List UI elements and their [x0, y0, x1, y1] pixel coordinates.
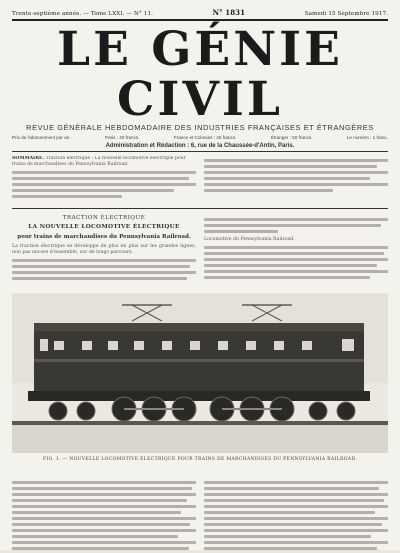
toc-rule — [12, 208, 388, 209]
administration-address: Administration et Rédaction : 6, rue de la Chaussée-d'Antin, Paris. — [105, 143, 295, 149]
price-issue: Le numéro : 1 franc. — [346, 135, 388, 140]
text-line — [204, 529, 388, 532]
price-foreign: Étranger : 50 francs. — [270, 135, 313, 140]
column-heading: Locomotive du Pennsylvania Railroad. — [204, 237, 295, 242]
article-top-columns — [12, 215, 388, 283]
text-line — [12, 481, 196, 484]
text-line — [204, 517, 388, 520]
article-column-left — [12, 215, 196, 283]
text-line — [204, 276, 370, 279]
masthead-rule — [12, 151, 388, 152]
text-line — [204, 171, 388, 174]
text-line — [204, 547, 377, 550]
section-heading: TRACTION ÉLECTRIQUE — [62, 215, 146, 221]
article-column-right — [204, 215, 388, 283]
article-subtitle: pour trains de marchandises du Pennsylvania Railroad. — [17, 233, 191, 240]
text-line — [12, 487, 192, 490]
text-line — [12, 511, 181, 514]
issue-date: Samedi 15 Septembre 1917. — [304, 11, 388, 17]
text-line — [12, 265, 190, 268]
toc-first-item: Traction électrique : La nouvelle locomotive électrique pour trains de marchandises du Pennsylvania Railroad. — [12, 156, 186, 168]
text-line — [204, 189, 333, 192]
toc-lead: SOMMAIRE. — [12, 156, 45, 161]
subscription-prices — [12, 135, 388, 140]
text-line — [12, 195, 122, 198]
locomotive-illustration — [12, 293, 388, 453]
text-line — [12, 529, 196, 532]
text-line — [204, 159, 388, 162]
text-line — [12, 541, 196, 544]
toc-right — [204, 156, 388, 206]
text-line — [204, 230, 278, 233]
text-line — [204, 487, 379, 490]
article-bottom-columns — [12, 478, 388, 553]
locomotive-figure — [12, 293, 388, 468]
text-line — [12, 523, 190, 526]
text-line — [12, 547, 189, 550]
text-line — [204, 481, 388, 484]
text-line — [204, 493, 388, 496]
text-line — [12, 535, 178, 538]
masthead-subtitle: REVUE GÉNÉRALE HEBDOMADAIRE DES INDUSTRIES FRANÇAISES ET ÉTRANGÈRES — [26, 123, 374, 132]
text-line — [12, 277, 187, 280]
table-of-contents — [12, 156, 388, 206]
text-line — [204, 218, 388, 221]
price-label: Prix de l'abonnement par an. — [12, 135, 71, 140]
text-line — [204, 541, 388, 544]
text-line — [204, 270, 388, 273]
bottom-column-left — [12, 478, 196, 553]
text-line — [12, 189, 174, 192]
text-line — [12, 493, 196, 496]
issue-number: N° 1831 — [212, 8, 246, 17]
text-line — [12, 171, 196, 174]
text-line — [204, 165, 377, 168]
text-line — [12, 499, 187, 502]
text-line — [12, 505, 196, 508]
top-rule — [12, 19, 388, 21]
text-line — [204, 258, 388, 261]
masthead-title: LE GÉNIE CIVIL — [57, 22, 343, 127]
text-line — [204, 224, 381, 227]
text-line — [204, 177, 370, 180]
price-paris: Paris : 40 francs. — [105, 135, 140, 140]
text-line — [204, 535, 371, 538]
text-line — [204, 523, 382, 526]
text-line — [204, 246, 388, 249]
price-depts: France et Colonies : 45 francs. — [173, 135, 237, 140]
toc-left — [12, 156, 196, 206]
text-line — [12, 259, 196, 262]
text-line — [12, 517, 196, 520]
text-line — [12, 177, 189, 180]
text-line — [204, 183, 388, 186]
text-line — [204, 505, 388, 508]
year-tome: Trente-septième année. — Tome LXXI. — N° 11. — [12, 11, 153, 17]
text-line — [204, 252, 384, 255]
article-intro: La traction électrique se développe de plus en plus sur les grandes lignes, non pas encore d'ensemble, sur de longs parcours. — [12, 243, 196, 256]
article-title: LA NOUVELLE LOCOMOTIVE ÉLECTRIQUE — [28, 224, 180, 231]
text-line — [204, 511, 375, 514]
figure-caption: FIG. 1. — NOUVELLE LOCOMOTIVE ÉLECTRIQUE POUR TRAINS DE MARCHANDISES DU PENNSYLVANIA RAILROAD. — [42, 457, 358, 463]
text-line — [12, 271, 196, 274]
bottom-column-right — [204, 478, 388, 553]
text-line — [204, 264, 377, 267]
text-line — [204, 499, 384, 502]
issue-info-line — [12, 0, 388, 17]
text-line — [12, 183, 196, 186]
